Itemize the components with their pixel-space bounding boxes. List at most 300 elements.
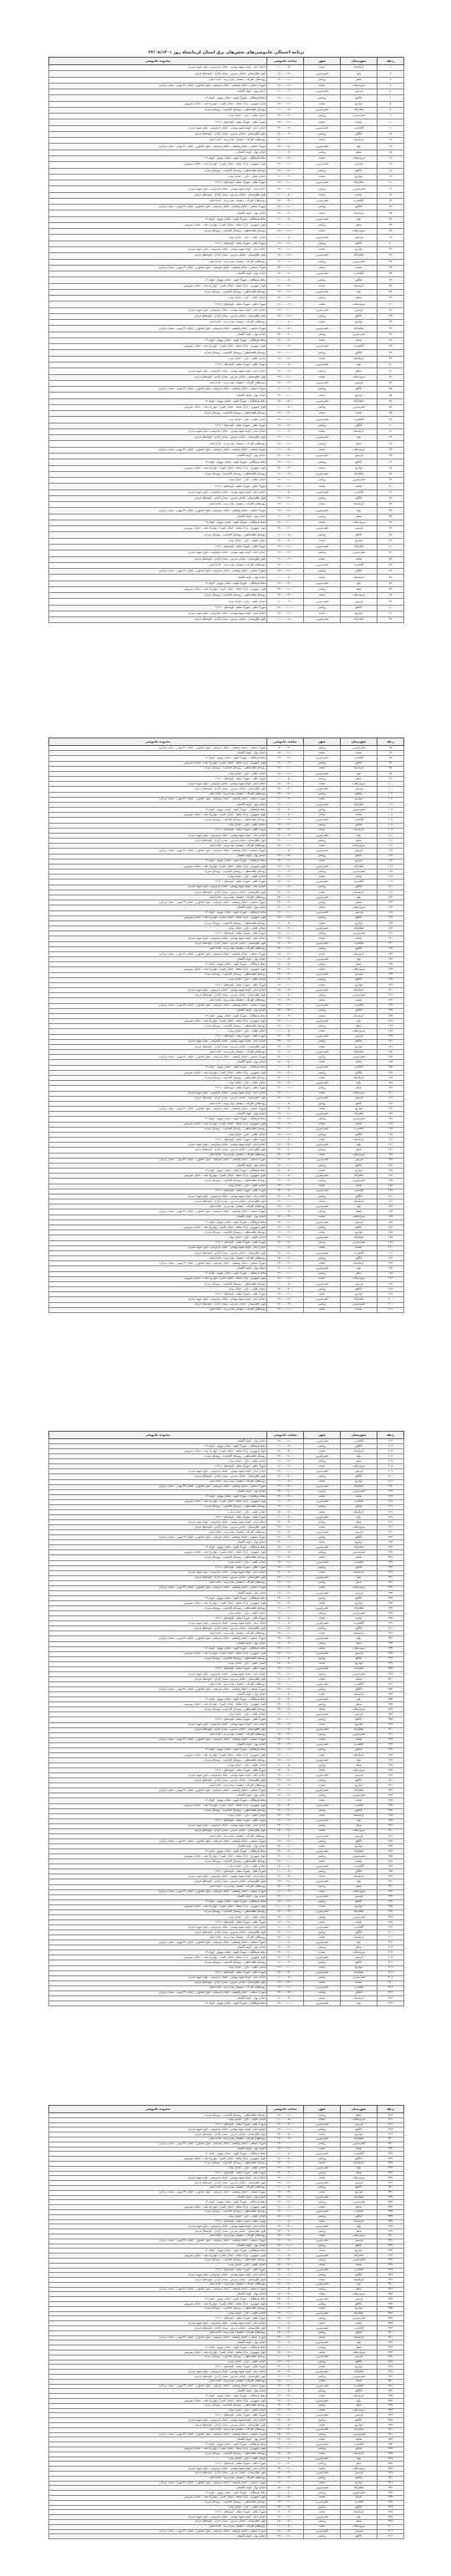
row-time: ۱۱:۰۰ - ۱۳:۰۰ (267, 1112, 304, 1117)
row-city: صحنه (304, 2495, 341, 2500)
row-time: ۱۲:۰۰ - ۱۴:۰۰ (267, 1153, 304, 1158)
row-number: ۱۴۲ (378, 998, 404, 1003)
table-row (49, 114, 404, 119)
row-number: ۱۴۷ (378, 1024, 404, 1029)
row-area: روستاهای اطراف - دهستان میان‌دربند - جاده اصلی (49, 1307, 267, 1312)
row-province: پاوه (341, 2282, 378, 2287)
row-area: خیابان بهار - کوچه گلستان (49, 1692, 267, 1697)
row-number: ۳۰۷ (378, 1965, 404, 1970)
row-number: ۲۷۴ (378, 1798, 404, 1803)
row-number: ۳۲ (378, 253, 404, 259)
row-area: بلوار جمهوری - پارک شاهد - خیابان کسرا - چهارراه نفت - خیابان سیروس (49, 864, 267, 869)
row-time: ۰۸:۰۰ - ۱۰:۰۰ (267, 1101, 304, 1106)
row-number: ۱۷۴ (378, 1163, 404, 1168)
row-city: صحنه (304, 1752, 341, 1757)
row-number: ۱۴۱ (378, 993, 404, 998)
row-area: بلوار جمهوری - پارک شاهد - خیابان کسرا - چهارراه نفت - خیابان سیروس (49, 2254, 267, 2259)
row-time: ۰۹:۰۰ - ۱۱:۰۰ (267, 2375, 304, 2380)
row-number: ۱۵۲ (378, 1050, 404, 1055)
table-row (49, 502, 404, 508)
table-row (49, 131, 404, 137)
row-time: ۱۶:۰۰ - ۱۸:۰۰ (267, 1474, 304, 1479)
row-city: روانسر (304, 977, 341, 982)
row-time: ۱۲:۰۰ - ۱۴:۰۰ (267, 2403, 304, 2408)
row-number: ۳۲۷ (378, 2171, 404, 2176)
row-number: ۷ (378, 101, 404, 107)
row-province: پاوه (341, 2515, 378, 2520)
row-city: صحنه (304, 556, 341, 562)
row-time: ۱۱:۰۰ - ۱۳:۰۰ (267, 77, 304, 83)
row-number: ۳۵۲ (378, 2292, 404, 2297)
row-province: صحنه (341, 1980, 378, 1985)
row-area: روستاهای اطراف - دهستان میان‌دربند - جاده اصلی (49, 998, 267, 1003)
column-header-province: شهرستان (341, 1432, 378, 1439)
table-row (49, 246, 404, 252)
row-time: ۱۲:۰۰ - ۱۴:۰۰ (267, 423, 304, 428)
row-area: بلوار جمهوری - پارک شاهد - خیابان کسرا - چهارراه نفت - خیابان سیروس (49, 967, 267, 972)
row-city: روانسر (304, 441, 341, 447)
row-province: صحنه (341, 119, 378, 125)
row-number: ۲۳۰ (378, 1575, 404, 1580)
row-province: سنقر (341, 2229, 378, 2234)
row-time: ۰۹:۰۰ - ۱۱:۰۰ (267, 833, 304, 838)
row-number: ۲۱۹ (378, 1520, 404, 1525)
row-time: ۱۱:۰۰ - ۱۳:۰۰ (267, 2534, 304, 2539)
row-time: ۱۲:۰۰ - ۱۴:۰۰ (267, 2471, 304, 2476)
row-area: شهرک ظفر - شهرک معلم - کوچه‌های ۱ تا ۱۴ (49, 2316, 267, 2321)
row-province: قصرشیرین (341, 1732, 378, 1737)
row-city: روانسر (304, 2171, 341, 2176)
row-number: ۳۴۴ (378, 2254, 404, 2259)
row-province: گیلانغرب (341, 2152, 378, 2157)
row-time: ۱۲:۰۰ - ۱۴:۰۰ (267, 2132, 304, 2137)
row-city: روانسر (304, 2345, 341, 2350)
row-city: صحنه (304, 1965, 341, 1970)
row-province: سرپل‌ذهاب (341, 2176, 378, 2181)
row-city: قصرشیرین (304, 1545, 341, 1550)
row-city: قصرشیرین (304, 471, 341, 477)
row-province: جوانرود (341, 246, 378, 252)
row-city: روانسر (304, 1854, 341, 1859)
row-city: قصرشیرین (304, 2515, 341, 2520)
row-city: روانسر (304, 1474, 341, 1479)
row-number: ۱۱۷ (378, 870, 404, 875)
row-area: بلوار طاق‌بستان - خیابان مدرس - میدان آزادی - کوچه‌های فرعی (49, 1474, 267, 1479)
row-time: ۰۸:۰۰ - ۱۰:۰۰ (267, 1138, 304, 1143)
row-province: هرسین (341, 599, 378, 605)
row-city: روانسر (304, 423, 341, 428)
row-number: ۵ (378, 89, 404, 95)
row-city: صحنه (304, 1138, 341, 1143)
row-city: روانسر (304, 2113, 341, 2118)
row-number: ۲۸۳ (378, 1844, 404, 1849)
row-city: صحنه (304, 1859, 341, 1864)
row-area: بلوار جمهوری - پارک شاهد - خیابان کسرا - چهارراه نفت - خیابان سیروس (49, 1955, 267, 1960)
row-number: ۲۲۰ (378, 1525, 404, 1530)
row-city: صحنه (304, 1935, 341, 1940)
row-area: بلوار جمهوری - پارک شاهد - خیابان کسرا - چهارراه نفت - خیابان سیروس (49, 1174, 267, 1179)
row-number: ۲۷ (378, 222, 404, 228)
row-city: قصرشیرین (304, 2254, 341, 2259)
table-row (49, 495, 404, 501)
row-time: ۱۲:۰۰ - ۱۴:۰۰ (267, 900, 304, 905)
row-city: قصرشیرین (304, 1065, 341, 1070)
row-number: ۵۵ (378, 393, 404, 398)
row-city: قصرشیرین (304, 307, 341, 313)
row-number: ۲۵۷ (378, 1712, 404, 1717)
row-area: بلوار طاق‌بستان - خیابان مدرس - میدان آزادی - کوچه‌های فرعی (49, 1879, 267, 1884)
row-time: ۱۰:۰۰ - ۱۲:۰۰ (267, 2142, 304, 2147)
row-number: ۳۱۰ (378, 1980, 404, 1985)
row-time: ۱۰:۰۰ - ۱۲:۰۰ (267, 802, 304, 807)
row-number: ۲۱۷ (378, 1509, 404, 1514)
row-city: قصرشیرین (304, 1590, 341, 1595)
row-province: پاوه (341, 2166, 378, 2171)
row-time: ۰۸:۰۰ - ۱۰:۰۰ (267, 813, 304, 818)
row-time: ۱۶:۰۰ - ۱۸:۰۰ (267, 1793, 304, 1798)
row-time: ۱۱:۰۰ - ۱۳:۰۰ (267, 1076, 304, 1081)
row-area: روستاهای اطراف - دهستان میان‌دربند - جاده اصلی (49, 380, 267, 386)
row-province: کنگاور (341, 569, 378, 575)
row-city: صحنه (304, 2408, 341, 2413)
row-city: قصرشیرین (304, 2166, 341, 2171)
row-time: ۱۱:۰۰ - ۱۳:۰۰ (267, 1184, 304, 1189)
row-time: ۱۱:۰۰ - ۱۳:۰۰ (267, 1220, 304, 1225)
table-row (49, 192, 404, 198)
row-time: ۱۱:۰۰ - ۱۳:۰۰ (267, 544, 304, 550)
row-area: شهرک صنعتی - خیابان ولیعصر - خیابان شریعتی - بلوار کشاورز - خیابان ۲۲ بهمن - میدان مرکزی (49, 2384, 267, 2389)
row-city: قصرشیرین (304, 180, 341, 186)
row-number: ۵۷ (378, 404, 404, 410)
row-time: ۰۹:۰۰ - ۱۱:۰۰ (267, 2476, 304, 2481)
row-province: قصرشیرین (341, 931, 378, 936)
row-number: ۴۶ (378, 337, 404, 343)
row-province: قصرشیرین (341, 1854, 378, 1859)
row-province: گیلانغرب (341, 1803, 378, 1808)
row-province: پاوه (341, 771, 378, 776)
row-time: ۱۲:۰۰ - ۱۴:۰۰ (267, 864, 304, 869)
row-area: شهرک ظفر - شهرک معلم - کوچه‌های ۱ تا ۱۴ (49, 363, 267, 368)
row-number: ۳۱۸ (378, 2127, 404, 2132)
row-time: ۱۶:۰۰ - ۱۸:۰۰ (267, 144, 304, 150)
row-number: ۹۹ (378, 777, 404, 782)
row-province: سرپل‌ذهاب (341, 1464, 378, 1469)
row-number: ۴۰۲ (378, 2534, 404, 2539)
row-number: ۸۸ (378, 593, 404, 599)
row-area: بلوار طاق‌بستان - خیابان مدرس - میدان آزادی - کوچه‌های فرعی (49, 2423, 267, 2428)
row-time: ۱۲:۰۰ - ۱۴:۰۰ (267, 465, 304, 471)
row-number: ۱۱ (378, 125, 404, 131)
row-province: صحنه (341, 1245, 378, 1250)
row-time: ۰۹:۰۰ - ۱۱:۰۰ (267, 2510, 304, 2515)
row-number: ۲۷۹ (378, 1823, 404, 1828)
row-province: کرمانشاه (341, 2510, 378, 2515)
row-city: روانسر (304, 870, 341, 875)
row-city: صحنه (304, 1616, 341, 1621)
row-province: کرمانشاه (341, 65, 378, 71)
row-city: روانسر (304, 931, 341, 936)
row-province: هرسین (341, 1281, 378, 1286)
row-area: بلوار طاق‌بستان - خیابان مدرس - میدان آزادی - کوچه‌های فرعی (49, 1148, 267, 1153)
row-area: روستای قلعه‌شاهین - روستای کله‌جوب - روستای سراب (49, 1808, 267, 1813)
row-area: خیابان بهار - کوچه گلستان (49, 1590, 267, 1595)
row-number: ۳۷۷ (378, 2413, 404, 2418)
row-area: خیابان امام - کوچه شهید بهشتی - خیابان فردوسی - بلوار شهید چمران (49, 2515, 267, 2520)
row-number: ۱۱۵ (378, 859, 404, 864)
row-city: روانسر (304, 1225, 341, 1230)
row-area: بلوار جمهوری - پارک شاهد - خیابان کسرا - چهارراه نفت - خیابان سیروس (49, 1904, 267, 1909)
table-row (49, 180, 404, 186)
row-city: روانسر (304, 1823, 341, 1828)
row-city: قصرشیرین (304, 2340, 341, 2345)
row-number: ۱۸۵ (378, 1220, 404, 1225)
row-city: قصرشیرین (304, 1484, 341, 1489)
row-time: ۱۶:۰۰ - ۱۸:۰۰ (267, 2452, 304, 2457)
row-area: شهرک صنعتی - خیابان ولیعصر - خیابان شریعتی - بلوار کشاورز - خیابان ۲۲ بهمن - میدان مرکزی (49, 205, 267, 210)
table-row (49, 380, 404, 386)
row-time: ۰۹:۰۰ - ۱۱:۰۰ (267, 1535, 304, 1540)
row-number: ۳۰ (378, 241, 404, 246)
row-city: صحنه (304, 1783, 341, 1788)
row-number: ۲۵۶ (378, 1707, 404, 1712)
row-time: ۰۹:۰۰ - ۱۱:۰۰ (267, 1122, 304, 1127)
row-province: سرپل‌ذهاب (341, 905, 378, 910)
row-number: ۲۹۱ (378, 1884, 404, 1889)
row-area: شهرک ظفر - شهرک معلم - کوچه‌های ۱ تا ۱۴ (49, 1086, 267, 1091)
row-time: ۱۱:۰۰ - ۱۳:۰۰ (267, 1879, 304, 1884)
row-number: ۶۴ (378, 447, 404, 453)
row-area: خیابان امام - کوچه شهید بهشتی - خیابان فردوسی - بلوار شهید چمران (49, 988, 267, 993)
row-time: ۰۸:۰۰ - ۱۰:۰۰ (267, 1209, 304, 1214)
row-province: کرمانشاه (341, 1813, 378, 1818)
row-area: خیابان امام - کوچه شهید بهشتی - خیابان فردوسی - بلوار شهید چمران (49, 2418, 267, 2423)
row-area: روستای قلعه‌شاهین - روستای کله‌جوب - روستای سراب (49, 2306, 267, 2311)
row-city: صحنه (304, 356, 341, 362)
row-city: صحنه (304, 83, 341, 89)
table-row (49, 222, 404, 228)
row-city: روانسر (304, 387, 341, 393)
row-time: ۱۰:۰۰ - ۱۲:۰۰ (267, 1930, 304, 1935)
row-area: خیابان جلیلی - بازار - خیابان نواب (49, 478, 267, 484)
row-province: کرمانشاه (341, 1874, 378, 1879)
row-city: صحنه (304, 1844, 341, 1849)
row-city: قصرشیرین (304, 833, 341, 838)
row-time: ۱۴:۰۰ - ۱۶:۰۰ (267, 2360, 304, 2365)
row-time: ۱۰:۰۰ - ۱۲:۰۰ (267, 520, 304, 525)
row-province: قصرشیرین (341, 2200, 378, 2205)
row-time: ۱۶:۰۰ - ۱۸:۰۰ (267, 1439, 304, 1444)
row-area: بلوار جمهوری - پارک شاهد - خیابان کسرا - چهارراه نفت - خیابان سیروس (49, 2157, 267, 2162)
row-province: کرمانشاه (341, 2278, 378, 2283)
row-city: قصرشیرین (304, 144, 341, 150)
row-province: جوانرود (341, 320, 378, 326)
row-city: روانسر (304, 1459, 341, 1464)
row-province: پاوه (341, 895, 378, 900)
table-row (49, 313, 404, 319)
row-province: قصرشیرین (341, 1671, 378, 1676)
row-time: ۱۰:۰۰ - ۱۲:۰۰ (267, 307, 304, 313)
row-city: قصرشیرین (304, 198, 341, 204)
row-time: ۱۲:۰۰ - ۱۴:۰۰ (267, 550, 304, 556)
row-area: بلوار جمهوری - پارک شاهد - خیابان کسرا - چهارراه نفت - خیابان سیروس (49, 1803, 267, 1808)
row-city: قصرشیرین (304, 2399, 341, 2404)
row-area: روستاهای اطراف - دهستان میان‌دربند - جاده اصلی (49, 1050, 267, 1055)
row-area: خیابان بهار - کوچه گلستان (49, 514, 267, 520)
row-city: روانسر (304, 1565, 341, 1570)
row-time: ۰۹:۰۰ - ۱۱:۰۰ (267, 1641, 304, 1646)
row-time: ۱۰:۰۰ - ۱۲:۰۰ (267, 875, 304, 880)
row-time: ۱۰:۰۰ - ۱۲:۰۰ (267, 1235, 304, 1240)
row-province: سنقر (341, 900, 378, 905)
row-province: سرپل‌ذهاب (341, 520, 378, 525)
row-time: ۱۰:۰۰ - ۱۲:۰۰ (267, 478, 304, 484)
row-time: ۰۸:۰۰ - ۱۰:۰۰ (267, 192, 304, 198)
row-province: صحنه (341, 1859, 378, 1864)
row-time: ۰۹:۰۰ - ۱۱:۰۰ (267, 89, 304, 95)
row-province: سرپل‌ذهاب (341, 1828, 378, 1833)
row-area: محله فرهنگیان - شهرک الهیه - خیابان نوبهار - کوچه ۱۲ (49, 1117, 267, 1122)
row-province: کنگاور (341, 823, 378, 828)
row-area: خیابان امام - کوچه شهید بهشتی - خیابان فردوسی - بلوار شهید چمران (49, 125, 267, 131)
row-number: ۹۰ (378, 605, 404, 611)
row-time: ۱۱:۰۰ - ۱۳:۰۰ (267, 1489, 304, 1494)
row-number: ۶۶ (378, 459, 404, 465)
row-time: ۱۱:۰۰ - ۱۳:۰۰ (267, 1808, 304, 1813)
row-area: محله فرهنگیان - شهرک الهیه - خیابان نوبهار - کوچه ۱۲ (49, 962, 267, 967)
row-number: ۳۴ (378, 265, 404, 271)
row-city: روانسر (304, 1287, 341, 1292)
row-city: صحنه (304, 905, 341, 910)
column-header-province: شهرستان (341, 738, 378, 746)
row-province: دالاهو (341, 1163, 378, 1168)
row-province: گیلانغرب (341, 941, 378, 946)
table-row (49, 428, 404, 434)
row-province: صحنه (341, 2147, 378, 2152)
row-number: ۷۷ (378, 526, 404, 532)
row-area: خیابان بهار - کوچه گلستان (49, 1894, 267, 1899)
table-row (49, 89, 404, 95)
row-province: قصرشیرین (341, 332, 378, 337)
table-row (49, 162, 404, 168)
row-time: ۱۱:۰۰ - ۱۳:۰۰ (267, 1773, 304, 1778)
row-number: ۱۲۱ (378, 890, 404, 895)
row-province: قصرشیرین (341, 2258, 378, 2263)
row-province: صحنه (341, 2379, 378, 2384)
row-province: سرپل‌ذهاب (341, 1153, 378, 1158)
row-province: سنقر (341, 368, 378, 374)
row-province: قصرشیرین (341, 2316, 378, 2321)
row-time: ۱۰:۰۰ - ۱۲:۰۰ (267, 95, 304, 101)
row-time: ۱۱:۰۰ - ۱۳:۰۰ (267, 246, 304, 252)
row-number: ۲۷۷ (378, 1813, 404, 1818)
row-number: ۳۸۳ (378, 2442, 404, 2447)
row-province: جوانرود (341, 2365, 378, 2370)
row-province: پاوه (341, 1575, 378, 1580)
row-time: ۱۴:۰۰ - ۱۶:۰۰ (267, 581, 304, 586)
row-province: کرمانشاه (341, 428, 378, 434)
row-time: ۱۴:۰۰ - ۱۶:۰۰ (267, 411, 304, 417)
row-city: روانسر (304, 2287, 341, 2292)
row-time: ۰۸:۰۰ - ۱۰:۰۰ (267, 1281, 304, 1286)
row-province: کنگاور (341, 1194, 378, 1199)
row-number: ۱۳۹ (378, 982, 404, 987)
row-province: دالاهو (341, 1656, 378, 1661)
row-time: ۱۴:۰۰ - ۱۶:۰۰ (267, 1520, 304, 1525)
row-city: روانسر (304, 854, 341, 859)
row-time: ۱۱:۰۰ - ۱۳:۰۰ (267, 2297, 304, 2302)
row-area: روستاهای اطراف - دهستان میان‌دربند - جاده اصلی (49, 1732, 267, 1737)
row-number: ۲۲۶ (378, 1555, 404, 1560)
row-number: ۲۵۵ (378, 1702, 404, 1707)
row-province: صحنه (341, 1122, 378, 1127)
row-area: خیابان امام - کوچه شهید بهشتی - خیابان فردوسی - بلوار شهید چمران (49, 65, 267, 71)
row-province: پاوه (341, 1143, 378, 1148)
column-header-province: شهرستان (341, 2106, 378, 2113)
row-city: قصرشیرین (304, 235, 341, 241)
row-number: ۱۶۳ (378, 1107, 404, 1112)
row-province: پاوه (341, 1697, 378, 1702)
row-number: ۲۲۴ (378, 1545, 404, 1550)
row-number: ۲۳۸ (378, 1616, 404, 1621)
row-province: هرسین (341, 1469, 378, 1474)
row-number: ۳۱۶ (378, 2117, 404, 2122)
row-city: صحنه (304, 1889, 341, 1894)
row-time: ۰۹:۰۰ - ۱۱:۰۰ (267, 2137, 304, 2142)
row-area: روستای قلعه‌شاهین - روستای کله‌جوب - روستای سراب (49, 593, 267, 599)
row-number: ۳۴۳ (378, 2249, 404, 2254)
row-province: کنگاور (341, 1565, 378, 1570)
row-city: قصرشیرین (304, 489, 341, 495)
row-area: بلوار جمهوری - پارک شاهد - خیابان کسرا - چهارراه نفت - خیابان سیروس (49, 2302, 267, 2307)
row-area: شهرک صنعتی - خیابان ولیعصر - خیابان شریعتی - بلوار کشاورز - خیابان ۲۲ بهمن - میدان مرکزی (49, 1158, 267, 1163)
table-row (49, 150, 404, 155)
row-province: گیلانغرب (341, 1250, 378, 1255)
row-number: ۶۸ (378, 471, 404, 477)
row-number: ۲۷۰ (378, 1778, 404, 1783)
row-city: روانسر (304, 1444, 341, 1449)
row-province: کرمانشاه (341, 1509, 378, 1514)
row-number: ۳۷۲ (378, 2389, 404, 2394)
row-area: خیابان جلیلی - بازار - خیابان نواب (49, 1661, 267, 1666)
row-province: قصرشیرین (341, 1611, 378, 1616)
row-time: ۱۴:۰۰ - ۱۶:۰۰ (267, 326, 304, 332)
row-area: روستای قلعه‌شاهین - روستای کله‌جوب - روستای سراب (49, 1076, 267, 1081)
document-page (48, 48, 404, 625)
row-number: ۱۴۳ (378, 1003, 404, 1008)
row-area: روستای قلعه‌شاهین - روستای کله‌جوب - روستای سراب (49, 920, 267, 925)
row-time: ۱۰:۰۰ - ۱۲:۰۰ (267, 2413, 304, 2418)
row-time: ۱۰:۰۰ - ۱۲:۰۰ (267, 605, 304, 611)
table-row (49, 520, 404, 525)
row-time: ۰۹:۰۰ - ۱۱:۰۰ (267, 514, 304, 520)
row-city: صحنه (304, 1601, 341, 1606)
row-time: ۰۹:۰۰ - ۱۱:۰۰ (267, 599, 304, 605)
row-city: صحنه (304, 1076, 341, 1081)
row-area: شهرک صنعتی - خیابان ولیعصر - خیابان شریعتی - بلوار کشاورز - خیابان ۲۲ بهمن - میدان مرکزی (49, 2190, 267, 2195)
row-number: ۷۲ (378, 495, 404, 501)
row-time: ۱۶:۰۰ - ۱۸:۰۰ (267, 1204, 304, 1209)
row-area: روستاهای اطراف - دهستان میان‌دربند - جاده اصلی (49, 2427, 267, 2432)
row-area: خیابان امام - کوچه شهید بهشتی - خیابان فردوسی - بلوار شهید چمران (49, 1194, 267, 1199)
table-row (49, 398, 404, 404)
row-number: ۲۵۲ (378, 1687, 404, 1692)
row-area: بلوار جمهوری - پارک شاهد - خیابان کسرا - چهارراه نفت - خیابان سیروس (49, 2205, 267, 2210)
row-area: بلوار طاق‌بستان - خیابان مدرس - میدان آزادی - کوچه‌های فرعی (49, 2278, 267, 2283)
row-time: ۱۱:۰۰ - ۱۳:۰۰ (267, 787, 304, 792)
row-province: پاوه (341, 1266, 378, 1271)
row-province: کرمانشاه (341, 1995, 378, 2000)
row-time: ۱۶:۰۰ - ۱۸:۰۰ (267, 1616, 304, 1621)
